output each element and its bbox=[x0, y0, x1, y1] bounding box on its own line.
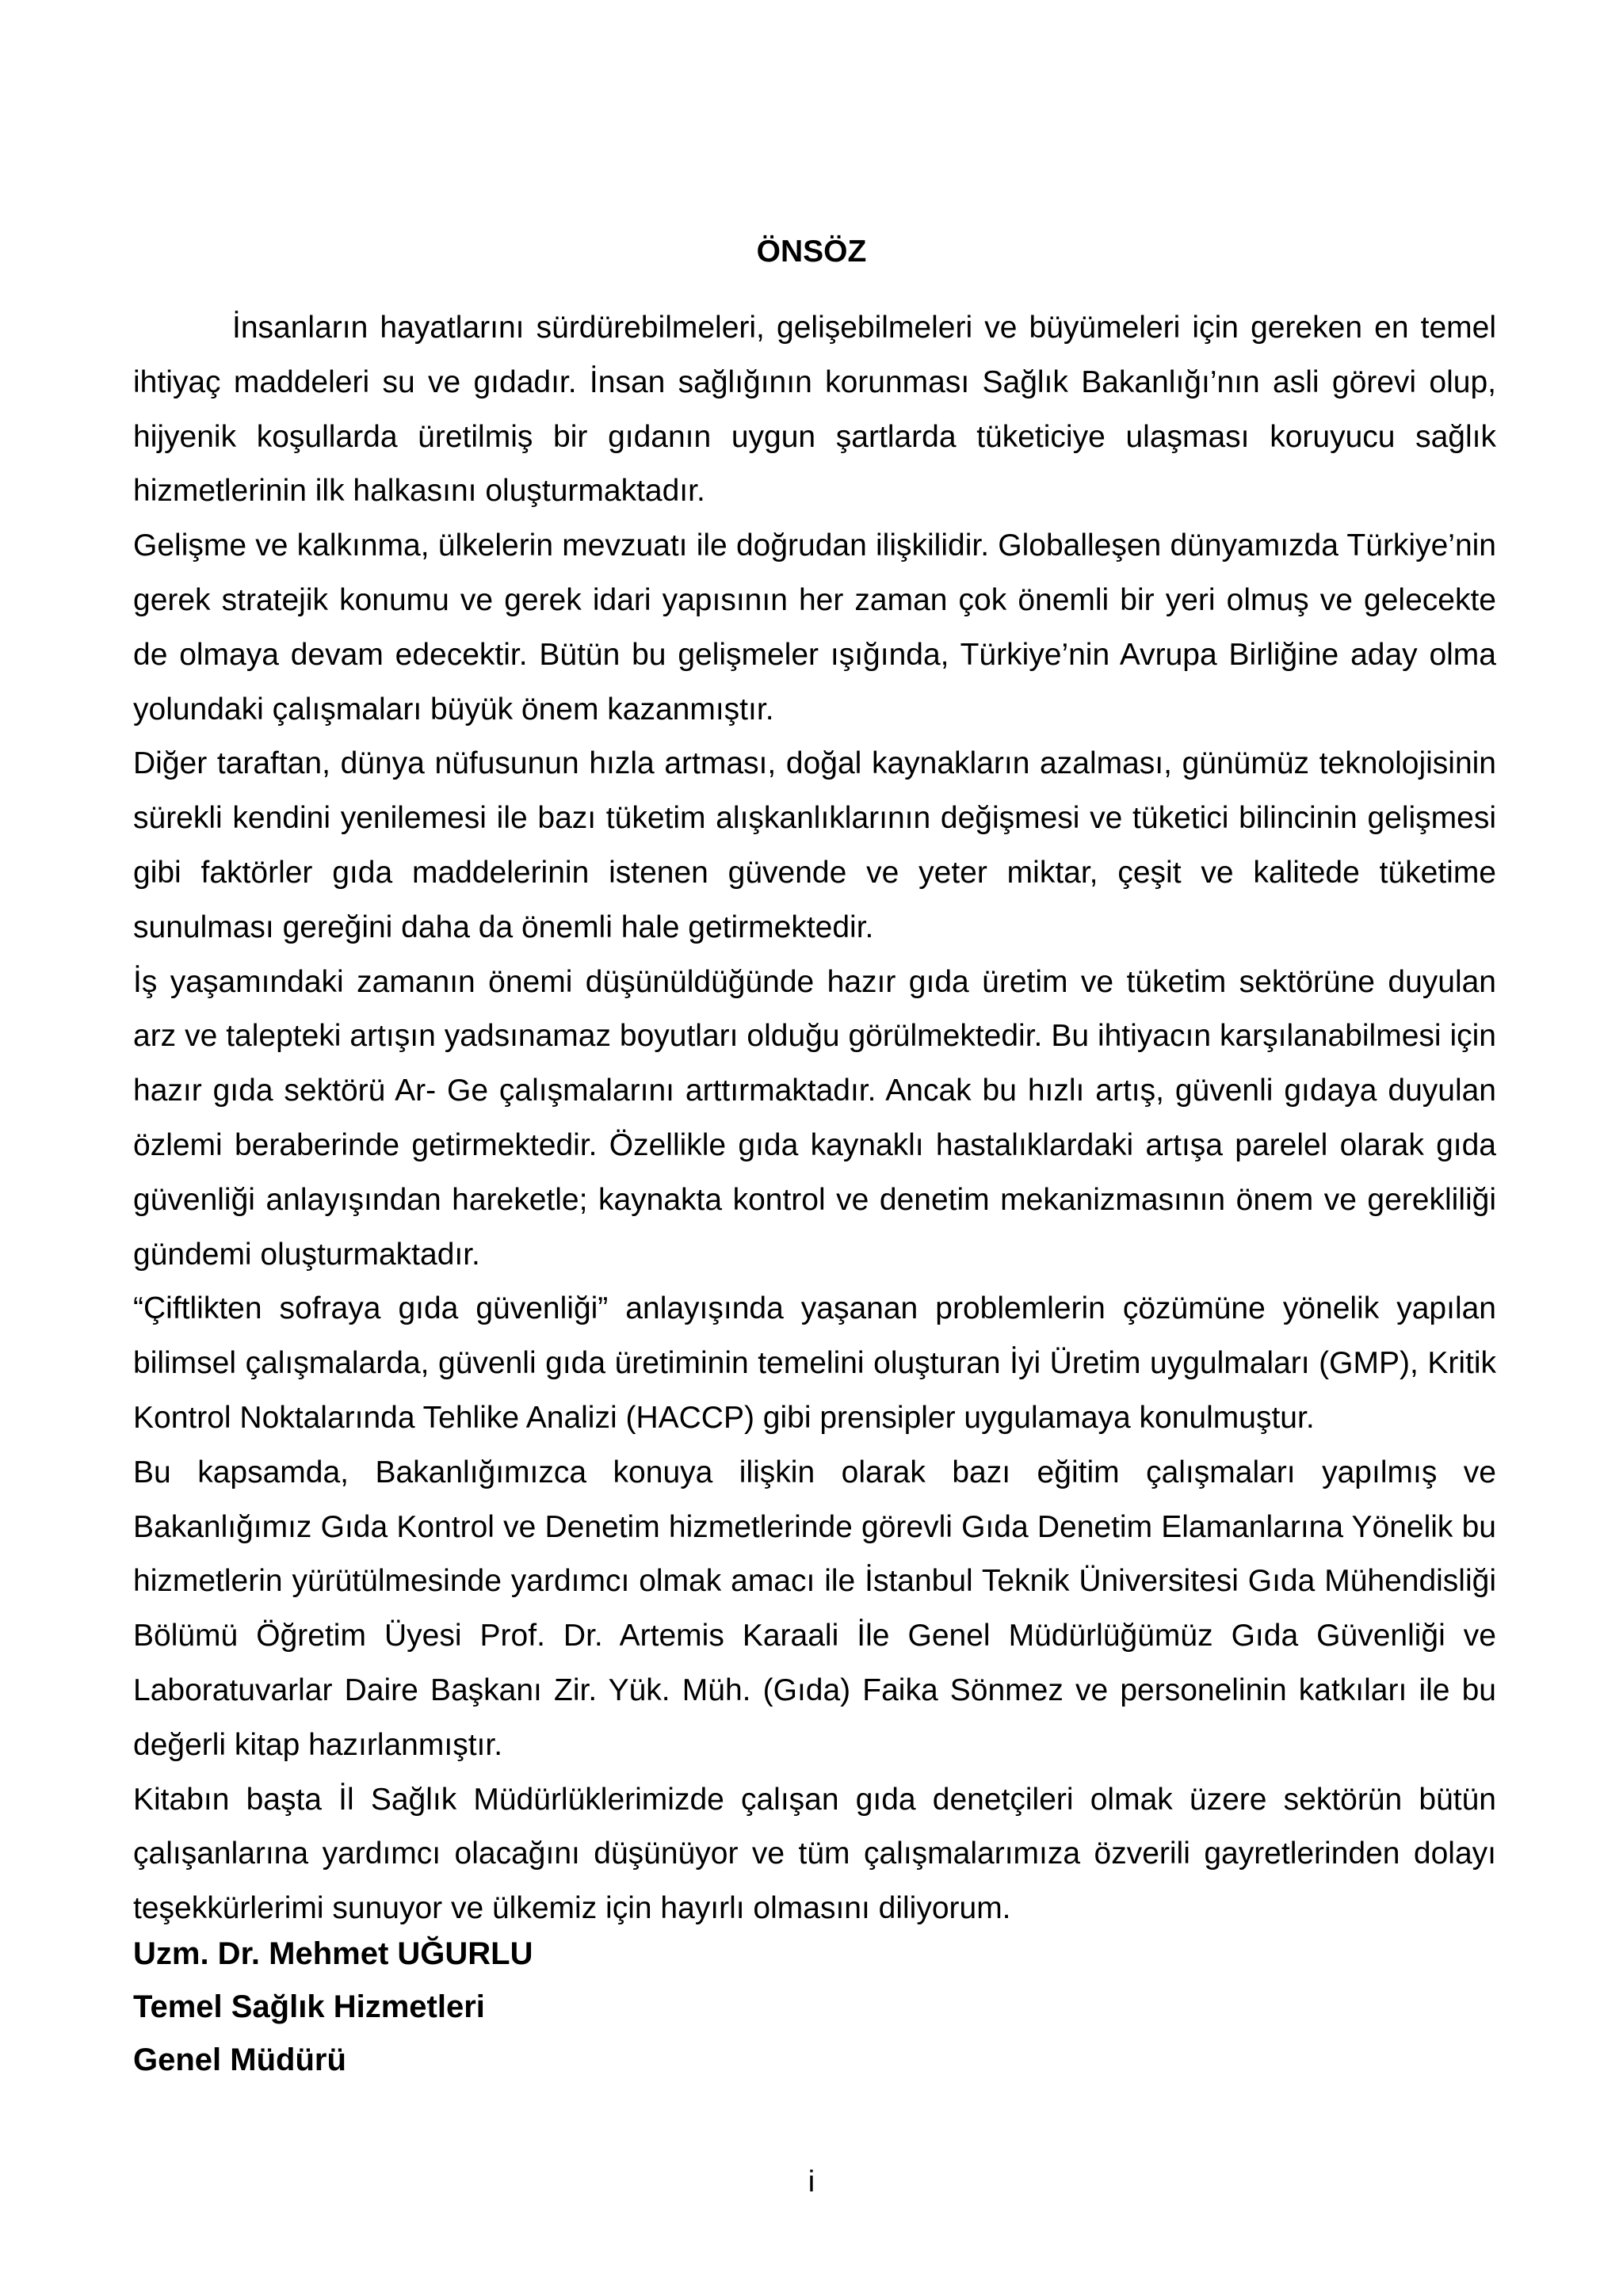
page-title: ÖNSÖZ bbox=[756, 235, 867, 269]
signature-title-line1: Temel Sağlık Hizmetleri bbox=[133, 1989, 485, 2024]
paragraph-business-life: İş yaşamındaki zamanın önemi düşünüldüğünde hazır gıda üretim ve tüketim sektörüne duyulan arz ve talepteki artışın yadsınamaz boyutları olduğu görülmektedir. Bu ihtiyacın karşılanabilmesi için hazır gıda sektörü Ar- Ge çalışmalarını arttırmaktadır. Ancak bu hızlı artış, güvenli gıdaya duyulan özlemi beraberinde getirmektedir. Özellikle gıda kaynaklı hastalıklardaki artışa parelel olarak gıda güvenliği anlayışından hareketle; kaynakta kontrol ve denetim mekanizmasının önem ve gerekliliği gündemi oluşturmaktadır. bbox=[133, 964, 1496, 1272]
signature-name: Uzm. Dr. Mehmet UĞURLU bbox=[133, 1936, 533, 1971]
paragraph-scope: Bu kapsamda, Bakanlığımızca konuya ilişkin olarak bazı eğitim çalışmaları yapılmış ve Bakanlığımız Gıda Kontrol ve Denetim hizmetlerinde görevli Gıda Denetim Elamanlarına Yönelik bu hizmetlerin yürütülmesinde yardımcı olmak amacı ile İstanbul Teknik Üniversitesi Gıda Mühendisliği Bölümü Öğretim Üyesi Prof. Dr. Artemis Karaali İle Genel Müdürlüğümüz Gıda Güvenliği ve Laboratuvarlar Daire Başkanı Zir. Yük. Müh. (Gıda) Faika Sönmez ve personelinin katkıları ile bu değerli kitap hazırlanmıştır. bbox=[133, 1455, 1496, 1762]
signature-block bbox=[133, 1928, 533, 2087]
paragraph-closing: Kitabın başta İl Sağlık Müdürlüklerimizde çalışan gıda denetçileri olmak üzere sektörün bütün çalışanlarına yardımcı olacağını düşünüyor ve tüm çalışmalarımıza özverili gayretlerinden dolayı teşekkürlerimi sunuyor ve ülkemiz için hayırlı olmasını diliyorum. bbox=[133, 1782, 1496, 1926]
signature-title-line2: Genel Müdürü bbox=[133, 2042, 346, 2077]
paragraph-farm-to-table: “Çiftlikten sofraya gıda güvenliği” anlayışında yaşanan problemlerin çözümüne yönelik yapılan bilimsel çalışmalarda, güvenli gıda üretiminin temelini oluşturan İyi Üretim uygulmaları (GMP), Kritik Kontrol Noktalarında Tehlike Analizi (HACCP) gibi prensipler uygulamaya konulmuştur. bbox=[133, 1291, 1496, 1435]
paragraph-development: Gelişme ve kalkınma, ülkelerin mevzuatı ile doğrudan ilişkilidir. Globalleşen dünyamızda Türkiye’nin gerek stratejik konumu ve gerek idari yapısının her zaman çok önemli bir yeri olmuş ve gelecekte de olmaya devam edecektir. Bütün bu gelişmeler ışığında, Türkiye’nin Avrupa Birliğine aday olma yolundaki çalışmaları büyük önem kazanmıştır. bbox=[133, 528, 1496, 727]
page-number: i bbox=[808, 2165, 815, 2199]
paragraph-intro: İnsanların hayatlarını sürdürebilmeleri, gelişebilmeleri ve büyümeleri için gereken en temel ihtiyaç maddeleri su ve gıdadır. İnsan sağlığının korunması Sağlık Bakanlığı’nın asli görevi olup, hijyenik koşullarda üretilmiş bir gıdanın uygun şartlarda tüketiciye ulaşması koruyucu sağlık hizmetlerinin ilk halkasını oluşturmaktadır. bbox=[133, 311, 1496, 509]
foreword-body bbox=[133, 301, 1496, 1936]
paragraph-population: Diğer taraftan, dünya nüfusunun hızla artması, doğal kaynakların azalması, günümüz teknolojisinin sürekli kendini yenilemesi ile bazı tüketim alışkanlıklarının değişmesi ve tüketici bilincinin gelişmesi gibi faktörler gıda maddelerinin istenen güvende ve yeter miktar, çeşit ve kalitede tüketime sunulması gereğini daha da önemli hale getirmektedir. bbox=[133, 746, 1496, 944]
